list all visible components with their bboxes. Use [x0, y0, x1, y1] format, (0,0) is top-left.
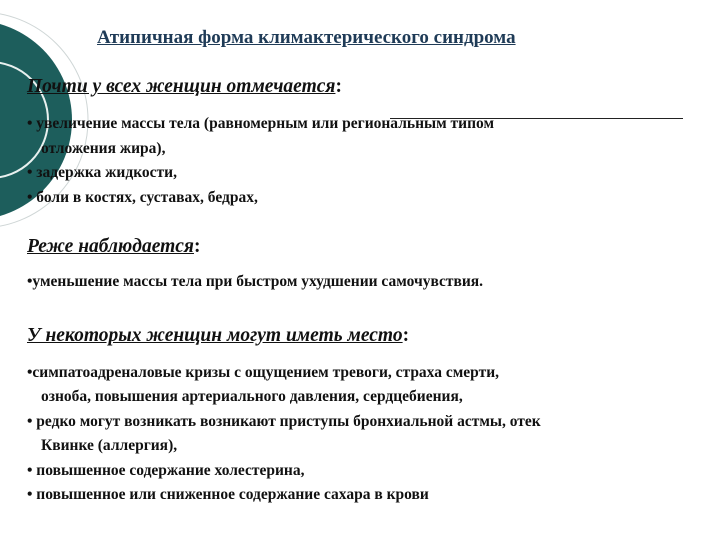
list-item-continuation: озноба, повышения артериального давления, сердцебиения,	[41, 388, 463, 405]
list-item: • боли в костях, суставах, бедрах,	[27, 188, 258, 206]
section-heading-some-women	[27, 323, 707, 349]
list-item: • задержка жидкости,	[27, 164, 177, 181]
heading-colon: :	[402, 324, 410, 346]
list-item: • редко могут возникать возникают приступы бронхиальной астмы, отек	[27, 412, 541, 430]
symptom-list-some-women	[27, 361, 707, 508]
section-heading-most-women	[27, 74, 707, 100]
list-item-continuation: Квинке (аллергия),	[41, 437, 178, 454]
heading-text: Почти у всех женщин отмечается	[27, 76, 336, 97]
list-item: •симпатоадреналовые кризы с ощущением тревоги, страха смерти,	[27, 363, 500, 381]
list-item: • повышенное содержание холестерина,	[27, 461, 305, 479]
slide-body	[27, 74, 707, 508]
slide-title: Атипичная форма климактерического синдрома	[97, 27, 516, 48]
list-item-continuation: отложения жира),	[41, 139, 166, 157]
list-item: •уменьшение массы тела при быстром ухудшении самочувствия.	[27, 273, 484, 290]
list-item: • повышенное или сниженное содержание сахара в крови	[27, 486, 429, 503]
heading-text: У некоторых женщин могут иметь место	[27, 324, 403, 346]
symptom-list-most-women	[27, 112, 707, 210]
list-item: • увеличение массы тела (равномерным или региональным типом	[27, 115, 495, 132]
heading-text: Реже наблюдается	[27, 236, 194, 257]
section-heading-less-often	[27, 234, 707, 260]
symptom-list-less-often	[27, 270, 707, 295]
heading-colon: :	[335, 76, 342, 97]
heading-colon: :	[193, 236, 201, 257]
